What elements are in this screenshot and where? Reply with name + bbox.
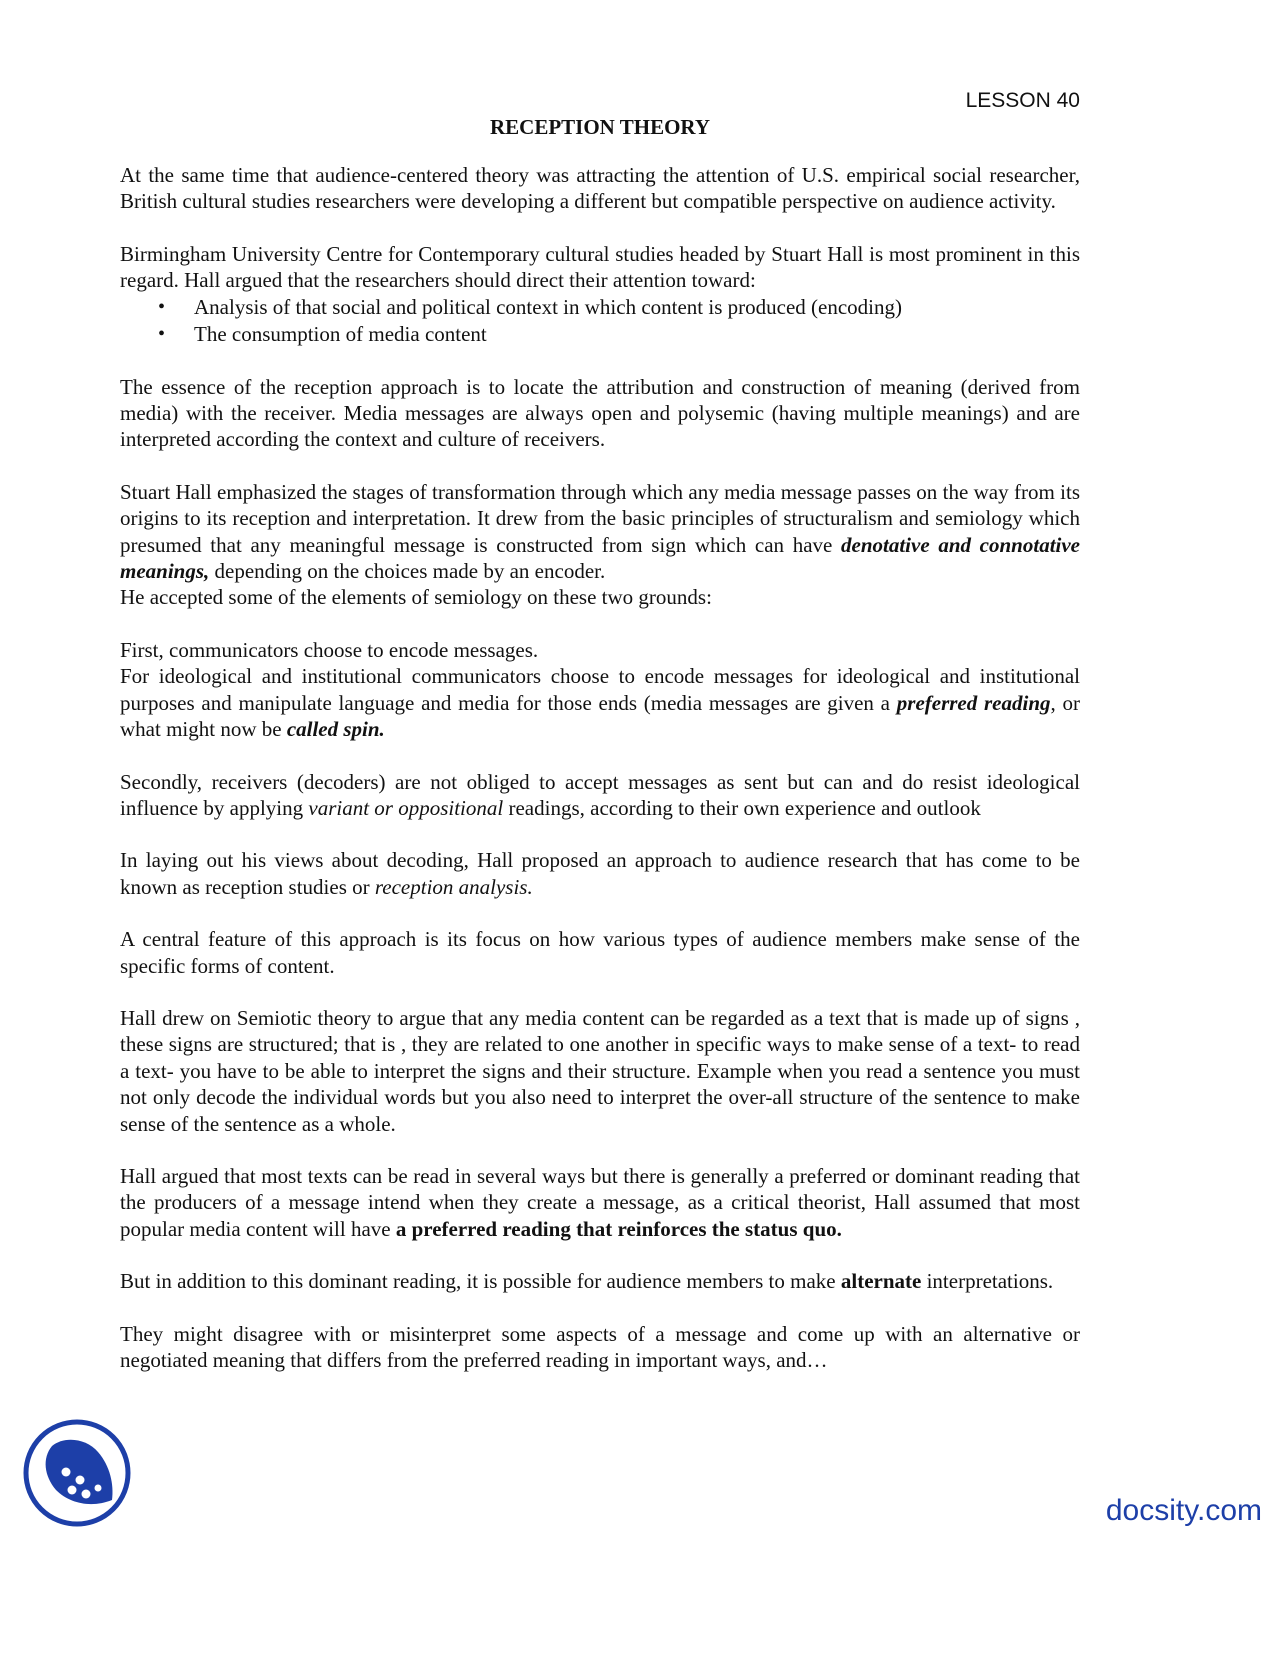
- paragraph-preferred: [120, 1163, 1080, 1242]
- paragraph-decoding-text: In laying out his views about decoding, Hall proposed an approach to audience research that has come to be known as reception studies or: [120, 848, 1080, 899]
- paragraph-alternate-text-2: interpretations.: [921, 1269, 1054, 1294]
- paragraph-decoding: [120, 847, 1080, 900]
- paragraph-first-text: First, communicators choose to encode messages.: [120, 637, 539, 662]
- paragraph-secondly: [120, 769, 1080, 822]
- bullet-list: [120, 294, 1080, 348]
- emphasis-reception-analysis: reception analysis.: [374, 874, 533, 899]
- paragraph-central-feature-text: A central feature of this approach is its focus on how various types of audience members make sense of the specific forms of content.: [120, 927, 1080, 978]
- paragraph-ideological: [120, 663, 1080, 742]
- paragraph-intro: [120, 162, 1080, 215]
- paragraph-ideological-text-2: , or what might now be: [120, 690, 1080, 742]
- paragraph-essence: [120, 374, 1080, 453]
- bullet-item: • Analysis of that social and political context in which content is produced (encoding): [194, 294, 1080, 321]
- paragraph-stages-text: Stuart Hall emphasized the stages of transformation through which any media message passes on the way from its origins to its reception and interpretation. It drew from the basic principles of structuralism and semiology which presumed that any meaningful message is constructed from sign which can have: [120, 479, 1080, 557]
- paragraph-negotiated-text: They might disagree with or misinterpret some aspects of a message and come up with an alternative or negotiated meaning that differs from the preferred reading in important ways, and…: [120, 1321, 1080, 1372]
- docsity-watermark[interactable]: docsity.com: [1105, 1494, 1262, 1527]
- paragraph-central-feature: [120, 926, 1080, 979]
- emphasis-denotative: denotative and connotative meanings,: [120, 532, 1081, 584]
- paragraph-grounds: [120, 584, 1080, 610]
- paragraph-birmingham: [120, 241, 1080, 294]
- paragraph-preferred-text: Hall argued that most texts can be read in several ways but there is generally a preferred or dominant reading that the producers of a message intend when they create a message, as a critical theorist, Hall assumed that most popular media content will have: [120, 1163, 1080, 1241]
- paragraph-semiotic: [120, 1005, 1080, 1137]
- paragraph-negotiated: [120, 1321, 1080, 1374]
- emphasis-preferred-reading: preferred reading: [896, 690, 1051, 715]
- paragraph-alternate-text: But in addition to this dominant reading, it is possible for audience members to make: [120, 1269, 841, 1294]
- page-title: RECEPTION THEORY: [490, 115, 710, 139]
- paragraph-stages: [120, 479, 1080, 585]
- paragraph-intro-text: At the same time that audience-centered theory was attracting the attention of U.S. empirical social researcher, British cultural studies researchers were developing a different but compatible perspective on audience activity.: [120, 163, 1080, 214]
- paragraph-ideological-text: For ideological and institutional communicators choose to encode messages for ideological and institutional purposes and manipulate language and media for those ends (media messages are given a: [120, 664, 1080, 715]
- paragraph-stages-text-2: depending on the choices made by an encoder.: [209, 559, 606, 584]
- emphasis-alternate: alternate: [840, 1269, 922, 1294]
- paragraph-semiotic-text: Hall drew on Semiotic theory to argue that any media content can be regarded as a text that is made up of signs , these signs are structured; that is , they are related to one another in specific ways to make sense of a text- to read a text- you have to be able to interpret the signs and their structure. Example when you read a sentence you must not only decode the individual words but you also need to interpret the over-all structure of the sentence to make sense of the sentence as a whole.: [120, 1005, 1080, 1136]
- paragraph-essence-text: The essence of the reception approach is to locate the attribution and construction of meaning (derived from media) with the receiver. Media messages are always open and polysemic (having multiple meanings) and are interpreted according the context and culture of receivers.: [120, 374, 1080, 452]
- paragraph-first: [120, 637, 1080, 663]
- paragraph-alternate: [120, 1268, 1080, 1294]
- document-page: [120, 88, 1080, 1399]
- paragraph-birmingham-text: Birmingham University Centre for Contemporary cultural studies headed by Stuart Hall is most prominent in this regard. Hall argued that the researchers should direct their attention toward:: [120, 241, 1080, 293]
- paragraph-secondly-text: Secondly, receivers (decoders) are not obliged to accept messages as sent but can and do resist ideological influence by applying: [120, 769, 1080, 820]
- docsity-logo-icon: [22, 1418, 132, 1528]
- emphasis-status-quo: a preferred reading that reinforces the status quo.: [395, 1216, 842, 1241]
- lesson-number: LESSON 40: [965, 89, 1080, 112]
- emphasis-called-spin: called spin.: [286, 717, 385, 742]
- emphasis-variant: variant or oppositional: [308, 795, 504, 820]
- bullet-item: • The consumption of media content: [194, 321, 1080, 348]
- paragraph-grounds-text: He accepted some of the elements of semiology on these two grounds:: [120, 585, 712, 610]
- paragraph-secondly-text-2: readings, according to their own experience and outlook: [503, 795, 981, 820]
